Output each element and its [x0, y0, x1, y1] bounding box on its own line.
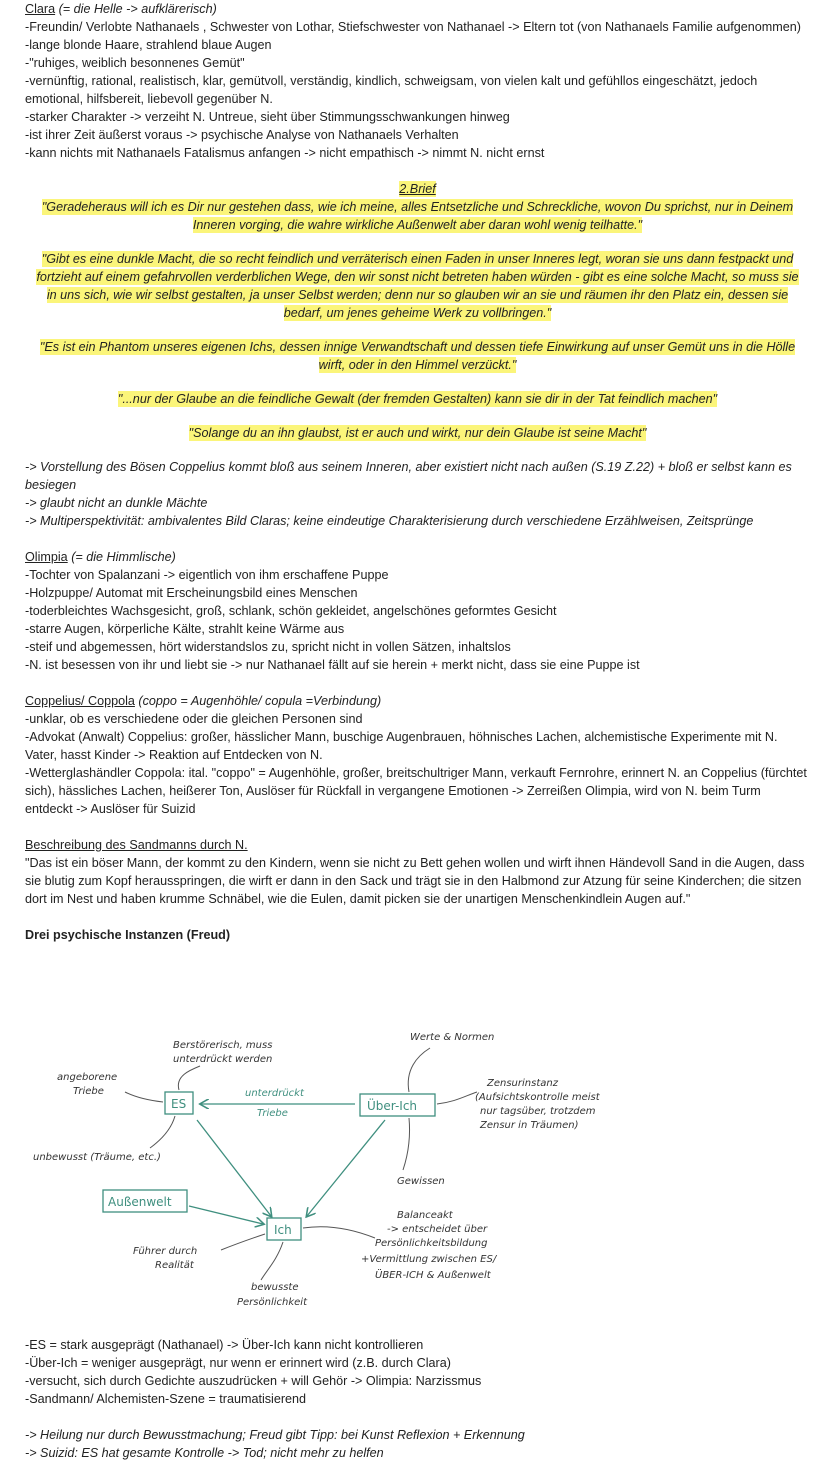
freud-heading: Drei psychische Instanzen (Freud): [25, 928, 231, 942]
clara-line: -lange blonde Haare, strahlend blaue Augen: [25, 38, 272, 52]
clara-line: -kann nichts mit Nathanaels Fatalismus anfangen -> nicht empathisch -> nimmt N. nicht ernst: [25, 146, 545, 160]
ueber-ich-note-right: (Aufsichtskontrolle meist: [475, 1092, 600, 1103]
clara-line: -"ruhiges, weiblich besonnenes Gemüt": [25, 56, 245, 70]
ueber-ich-note-right: Zensurinstanz: [487, 1078, 558, 1089]
brief-note: -> Multiperspektivität: ambivalentes Bild Claras; keine eindeutige Charakterisierung durch verschiedene Erzählweisen, Zeitsprünge: [25, 514, 754, 528]
olimpia-line: -Holzpuppe/ Automat mit Erscheinungsbild eines Menschen: [25, 586, 358, 600]
clara-subtitle: (= die Helle -> aufklärerisch): [55, 2, 217, 16]
olimpia-line: -toderbleichtes Wachsgesicht, groß, schlank, schön gekleidet, angelschönes geformtes Gesicht: [25, 604, 557, 618]
es-note-top: unterdrückt werden: [173, 1054, 273, 1065]
brief-heading: [25, 180, 810, 198]
clara-line: -Freundin/ Verlobte Nathanaels , Schwester von Lothar, Stiefschwester von Nathanael -> Eltern tot (von Nathanaels Familie aufgenommen): [25, 20, 801, 34]
brief-quote-text: "Gibt es eine dunkle Macht, die so recht feindlich und verräterisch einen Faden in unser Inneres legt, woran sie uns dann festpackt und fortzieht auf einem gefahrvollen verderblichen Wege, den wir sonst nicht betreten haben würden - gibt es eine solche Macht, so muss sie in uns sich, wie wir selbst gestalten, ja unser Selbst werden; denn nur so glauben wir an sie und räumen ihr den Platz ein, dessen sie bedarf, um jenes geheime Werk zu vollbringen.": [36, 252, 799, 320]
brief-quote-text: "Geradeheraus will ich es Dir nur gestehen dass, wie ich meine, alles Entsetzliche und Schreckliche, wovon Du sprichst, nur in Deinem Inneren vorging, die wahre wirkliche Außenwelt aber daran wohl wenig teilhatte.": [41, 200, 794, 232]
olimpia-subtitle: (= die Himmlische): [67, 550, 176, 564]
arrow-es-ich: [197, 1120, 271, 1216]
ich-label: Ich: [274, 1223, 292, 1237]
brief-heading-text: 2.Brief: [399, 182, 436, 196]
clara-heading: [25, 0, 810, 18]
arrow-label-unterdrueckt: unterdrückt: [245, 1088, 304, 1099]
freud-diagram: [25, 1020, 685, 1320]
freud-conclusion: -> Suizid: ES hat gesamte Kontrolle -> Tod; nicht mehr zu helfen: [25, 1446, 384, 1460]
ich-note-left: Führer durch: [133, 1246, 198, 1257]
ich-note-bottom: bewusste: [251, 1282, 299, 1293]
arrow-ueber-ich-ich: [307, 1120, 385, 1216]
brief-quote: [33, 390, 803, 408]
brief-quote: [33, 198, 803, 234]
olimpia-line: -N. ist besessen von ihr und liebt sie -> nur Nathanael fällt auf sie herein + merkt nicht, dass sie eine Puppe ist: [25, 658, 640, 672]
freud-conclusion: -> Heilung nur durch Bewusstmachung; Freud gibt Tipp: bei Kunst Reflexion + Erkennung: [25, 1428, 525, 1442]
freud-line: -ES = stark ausgeprägt (Nathanael) -> Über-Ich kann nicht kontrollieren: [25, 1338, 424, 1352]
freud-line: -Sandmann/ Alchemisten-Szene = traumatisierend: [25, 1392, 307, 1406]
sandmann-quote: "Das ist ein böser Mann, der kommt zu den Kindern, wenn sie nicht zu Bett gehen wollen und wirft ihnen Händevoll Sand in die Augen, dass sie blutig zum Kopf herausspringen, die wirft er dann in den Sack und trägt sie in den Halbmond zur Atzung für seine Kinderchen; die sitzen dort im Nest und haben krumme Schnäbel, wie die Eulen, damit picken sie der unartigen Menschenkindlein Augen auf.": [25, 856, 805, 906]
sandmann-heading: Beschreibung des Sandmanns durch N.: [25, 838, 248, 852]
ich-note-right: -> entscheidet über: [387, 1224, 488, 1235]
clara-line: -starker Charakter -> verzeiht N. Untreue, sieht über Stimmungsschwankungen hinweg: [25, 110, 510, 124]
olimpia-line: -Tochter von Spalanzani -> eigentlich von ihm erschaffene Puppe: [25, 568, 389, 582]
aussenwelt-label: Außenwelt: [108, 1195, 172, 1209]
ich-note-left: Realität: [155, 1260, 194, 1271]
ueber-ich-label: Über-Ich: [367, 1099, 418, 1113]
ueber-ich-note-top: Werte & Normen: [410, 1032, 495, 1043]
ich-note-right: Balanceakt: [397, 1210, 453, 1221]
connector: [403, 1118, 410, 1170]
arrow-aussenwelt-ich: [189, 1206, 263, 1224]
connector: [408, 1048, 430, 1092]
brief-quote: [33, 338, 803, 374]
olimpia-heading: [25, 548, 810, 566]
brief-quote-text: "Solange du an ihn glaubst, ist er auch und wirkt, nur dein Glaube ist seine Macht": [188, 426, 647, 440]
document-page: [25, 0, 810, 944]
es-note-top: Berstörerisch, muss: [173, 1040, 273, 1051]
arrow-label-triebe: Triebe: [257, 1108, 288, 1119]
brief-quote-text: "Es ist ein Phantom unseres eigenen Ichs, dessen innige Verwandtschaft und dessen tiefe Einwirkung auf unser Gemüt uns in die Hölle wirft, oder in den Himmel verzückt.": [39, 340, 796, 372]
coppelius-title: Coppelius/ Coppola: [25, 694, 135, 708]
connector: [221, 1234, 265, 1250]
connector: [150, 1116, 175, 1148]
connector: [178, 1066, 200, 1090]
brief-note: -> Vorstellung des Bösen Coppelius kommt bloß aus seinem Inneren, aber existiert nicht nach außen (S.19 Z.22) + bloß er selbst kann es besiegen: [25, 460, 792, 492]
coppelius-line: -Advokat (Anwalt) Coppelius: großer, hässlicher Mann, buschige Augenbrauen, höhnisches Lachen, alchemistische Experimente mit N. Vater, hasst Kinder -> Reaktion auf Entdecken von N.: [25, 730, 778, 762]
ich-note-right: Persönlichkeitsbildung: [375, 1238, 488, 1249]
coppelius-line: -Wetterglashändler Coppola: ital. "coppo" = Augenhöhle, großer, breitschultriger Mann, verkauft Fernrohre, erinnert N. an Coppelius (fürchtet sich), hässliches Lachen, heißerer Ton, Auslöser für Rückfall in vergangene Emotionen -> Zerreißen Olimpia, wird von N. beim Turm entdeckt -> Auslöser für Suizid: [25, 766, 807, 816]
ueber-ich-note-bottom: Gewissen: [397, 1176, 445, 1187]
brief-quote: [33, 250, 803, 322]
olimpia-line: -steif und abgemessen, hört widerstandslos zu, spricht nicht in vollen Sätzen, inhaltslos: [25, 640, 511, 654]
connector: [261, 1242, 283, 1280]
freud-notes: [25, 1336, 810, 1462]
ueber-ich-note-right: Zensur in Träumen): [480, 1120, 579, 1131]
es-note-bottom: unbewusst (Träume, etc.): [33, 1152, 161, 1163]
brief-note: -> glaubt nicht an dunkle Mächte: [25, 496, 208, 510]
olimpia-title: Olimpia: [25, 550, 68, 564]
ich-note-bottom: Persönlichkeit: [237, 1297, 307, 1308]
coppelius-subtitle: (coppo = Augenhöhle/ copula =Verbindung): [134, 694, 382, 708]
freud-line: -versucht, sich durch Gedichte auszudrücken + will Gehör -> Olimpia: Narzissmus: [25, 1374, 482, 1388]
ueber-ich-note-right: nur tagsüber, trotzdem: [480, 1106, 596, 1117]
clara-title: Clara: [25, 2, 56, 16]
es-note-left: Triebe: [73, 1086, 104, 1097]
clara-line: -ist ihrer Zeit äußerst voraus -> psychische Analyse von Nathanaels Verhalten: [25, 128, 459, 142]
es-note-left: angeborene: [57, 1072, 118, 1083]
freud-line: -Über-Ich = weniger ausgeprägt, nur wenn er erinnert wird (z.B. durch Clara): [25, 1356, 451, 1370]
coppelius-line: -unklar, ob es verschiedene oder die gleichen Personen sind: [25, 712, 363, 726]
es-label: ES: [171, 1097, 187, 1111]
connector: [303, 1227, 375, 1238]
connector: [125, 1092, 163, 1102]
coppelius-heading: [25, 692, 810, 710]
ich-note-right: ÜBER-ICH & Außenwelt: [375, 1270, 491, 1281]
connector: [437, 1092, 477, 1104]
olimpia-line: -starre Augen, körperliche Kälte, strahlt keine Wärme aus: [25, 622, 345, 636]
clara-line: -vernünftig, rational, realistisch, klar, gemütvoll, verständig, kindlich, schweigsam, von vielen kalt und gefühllos eingeschätzt, jedoch emotional, hilfsbereit, liebevoll gegenüber N.: [25, 74, 758, 106]
brief-quote-text: "...nur der Glaube an die feindliche Gewalt (der fremden Gestalten) kann sie dir in der Tat feindlich machen": [117, 392, 718, 406]
ich-note-right: +Vermittlung zwischen ES/: [361, 1254, 497, 1265]
brief-quote: [33, 424, 803, 442]
